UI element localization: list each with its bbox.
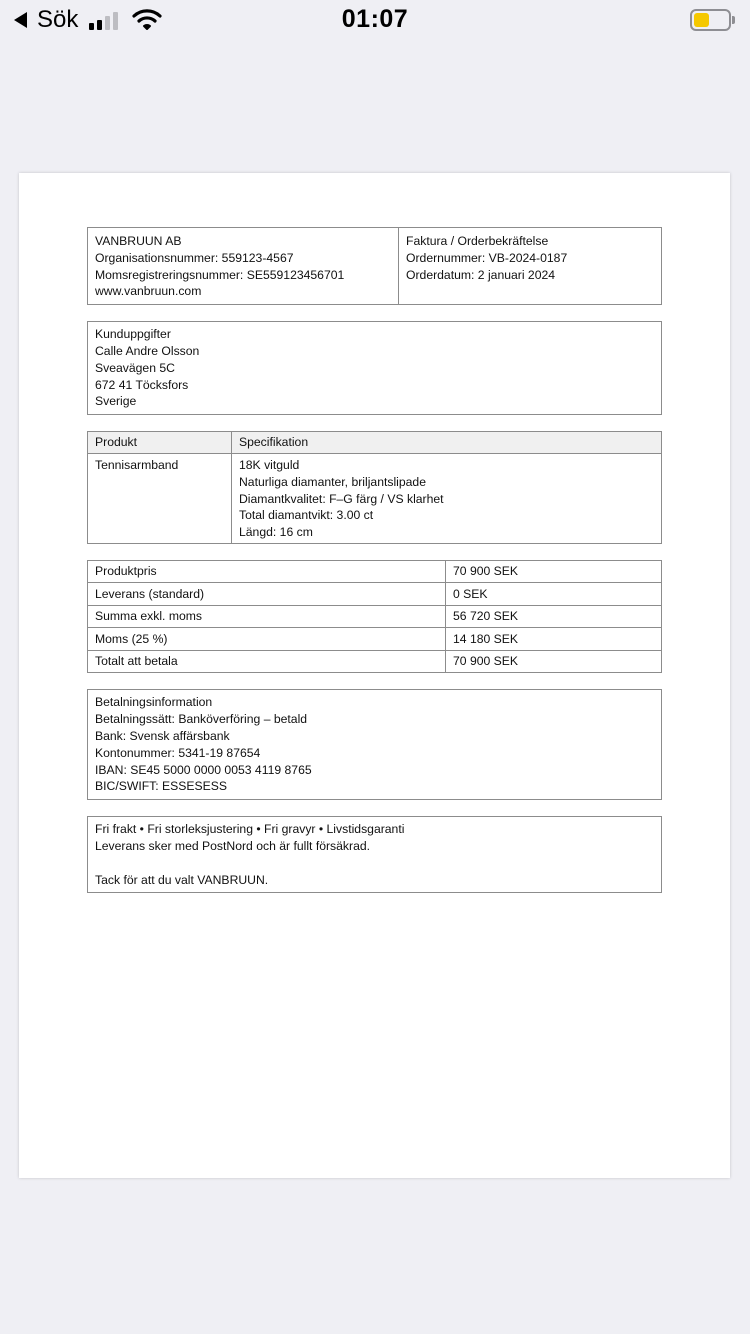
payment-method: Betalningssätt: Banköverföring – betald bbox=[95, 712, 308, 727]
price-label: Moms (25 %) bbox=[88, 628, 446, 650]
order-info bbox=[399, 228, 661, 304]
product-name: Tennisarmband bbox=[88, 454, 232, 543]
customer-country: Sverige bbox=[95, 394, 137, 409]
document-page bbox=[19, 173, 730, 1178]
footer-notes bbox=[87, 816, 662, 893]
payment-bic: BIC/SWIFT: ESSESESS bbox=[95, 779, 228, 794]
price-value: 70 900 SEK bbox=[453, 564, 519, 579]
table-row bbox=[88, 583, 661, 606]
status-bar bbox=[0, 0, 750, 40]
seller-name: VANBRUUN AB bbox=[95, 234, 182, 248]
table-row bbox=[88, 651, 661, 673]
benefits-line: Fri frakt • Fri storleksjustering • Fri gravyr • Livstidsgaranti bbox=[95, 822, 405, 837]
price-label: Leverans (standard) bbox=[88, 583, 446, 605]
payment-heading: Betalningsinformation bbox=[95, 695, 213, 710]
price-label: Produktpris bbox=[88, 561, 446, 583]
price-value: 56 720 SEK bbox=[453, 609, 519, 624]
payment-iban: IBAN: SE45 5000 0000 0053 4119 8765 bbox=[95, 762, 312, 777]
product-specifications bbox=[232, 454, 661, 543]
table-row bbox=[88, 561, 661, 584]
product-table-header bbox=[88, 432, 661, 454]
column-header-product: Produkt bbox=[88, 432, 232, 453]
price-label: Summa exkl. moms bbox=[88, 606, 446, 628]
table-row bbox=[88, 606, 661, 629]
seller-website: www.vanbruun.com bbox=[95, 284, 202, 299]
customer-info bbox=[87, 321, 662, 415]
payment-bank: Bank: Svensk affärsbank bbox=[95, 729, 230, 744]
document-type: Faktura / Orderbekräftelse bbox=[406, 234, 549, 248]
seller-info bbox=[88, 228, 399, 304]
battery-icon bbox=[690, 9, 736, 31]
invoice-header bbox=[87, 227, 662, 305]
seller-org-number: Organisationsnummer: 559123-4567 bbox=[95, 250, 294, 265]
spec-line: Längd: 16 cm bbox=[239, 525, 313, 540]
price-value: 14 180 SEK bbox=[453, 631, 519, 646]
customer-street: Sveavägen 5C bbox=[95, 360, 175, 375]
product-table bbox=[87, 431, 662, 544]
customer-postal-city: 672 41 Töcksfors bbox=[95, 377, 189, 392]
customer-heading: Kunduppgifter bbox=[95, 327, 171, 342]
table-row bbox=[88, 454, 661, 543]
back-label: Sök bbox=[37, 6, 79, 33]
thanks-line: Tack för att du valt VANBRUUN. bbox=[95, 872, 269, 887]
order-date: Orderdatum: 2 januari 2024 bbox=[406, 267, 556, 282]
invoice-document bbox=[87, 227, 662, 909]
payment-account: Kontonummer: 5341-19 87654 bbox=[95, 745, 261, 760]
spec-line: Diamantkvalitet: F–G färg / VS klarhet bbox=[239, 491, 444, 506]
order-number: Ordernummer: VB-2024-0187 bbox=[406, 250, 568, 265]
spec-line: Total diamantvikt: 3.00 ct bbox=[239, 508, 374, 523]
spec-line: 18K vitguld bbox=[239, 457, 300, 472]
price-table bbox=[87, 560, 662, 674]
spec-line: Naturliga diamanter, briljantslipade bbox=[239, 474, 426, 489]
delivery-line: Leverans sker med PostNord och är fullt försäkrad. bbox=[95, 839, 371, 854]
customer-name: Calle Andre Olsson bbox=[95, 343, 200, 358]
column-header-specification: Specifikation bbox=[239, 435, 309, 450]
total-label: Totalt att betala bbox=[88, 651, 446, 673]
clock: 01:07 bbox=[341, 5, 409, 33]
seller-vat-number: Momsregistreringsnummer: SE559123456701 bbox=[95, 267, 345, 282]
table-row bbox=[88, 628, 661, 651]
payment-info bbox=[87, 689, 662, 800]
battery-level bbox=[694, 13, 709, 27]
price-value: 0 SEK bbox=[453, 586, 488, 601]
total-value: 70 900 SEK bbox=[453, 654, 519, 669]
